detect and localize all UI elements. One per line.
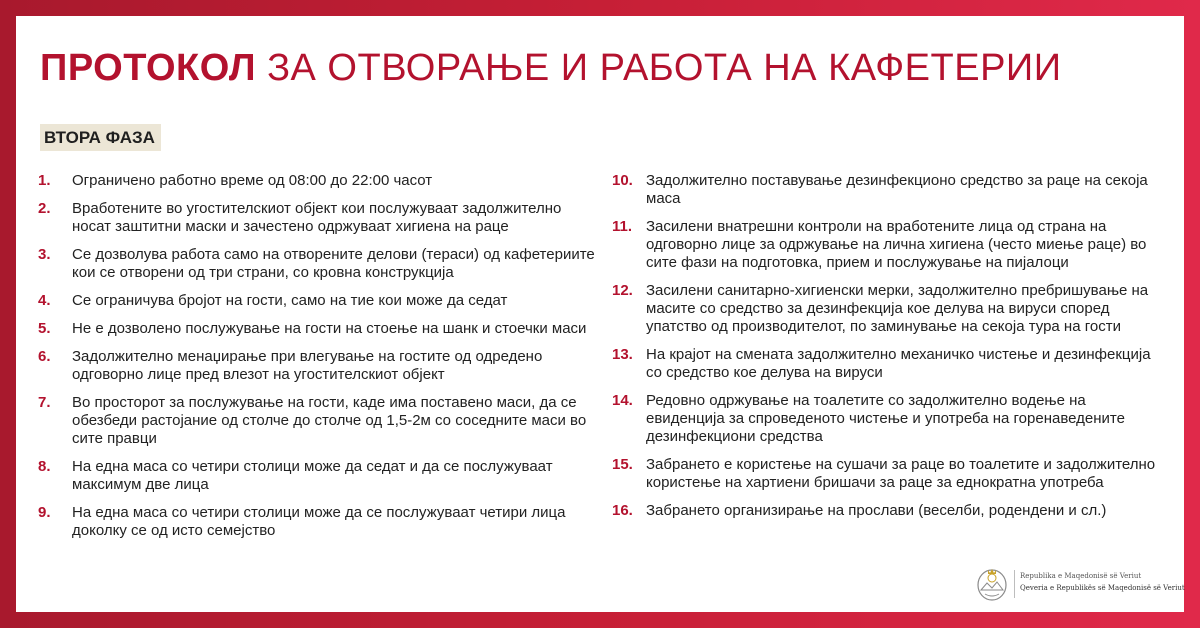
content-card xyxy=(16,16,1184,612)
title-regular: ЗА ОТВОРАЊЕ И РАБОТА НА КАФЕТЕРИИ xyxy=(267,47,1062,89)
logo-text-line2: Qeveria e Republikës së Maqedonisë së Veriut xyxy=(1020,584,1185,592)
item-number: 2. xyxy=(38,200,51,217)
list-item xyxy=(612,282,1168,336)
list-item xyxy=(38,320,598,338)
logo-divider xyxy=(1014,570,1015,598)
item-number: 5. xyxy=(38,320,51,337)
list-item xyxy=(38,458,598,494)
protocol-list-left xyxy=(38,172,598,550)
item-number: 9. xyxy=(38,504,51,521)
item-text: Ограничено работно време од 08:00 до 22:00 часот xyxy=(72,172,433,189)
logo-text-line1: Republika e Maqedonisë së Veriut xyxy=(1020,572,1142,580)
list-item xyxy=(612,346,1168,382)
list-item xyxy=(612,392,1168,446)
protocol-list-right xyxy=(612,172,1168,530)
item-text: Забрането организирање на прослави (веселби, родендени и сл.) xyxy=(646,502,1107,519)
coat-of-arms-icon xyxy=(976,566,1008,602)
item-text: Засилени внатрешни контроли на вработените лица од страна на одговорно лице за одржување на лична хигиена (често миење раце) во сите фази на подготовка, прием и послужување на пијалоци xyxy=(646,218,1147,271)
list-item xyxy=(38,200,598,236)
list-item xyxy=(38,348,598,384)
item-text: На една маса со четири столици може да седат и да се послужуваат максимум две лица xyxy=(72,458,553,493)
item-number: 7. xyxy=(38,394,51,411)
item-number: 10. xyxy=(612,172,633,189)
item-number: 14. xyxy=(612,392,633,409)
government-logo xyxy=(976,566,1185,602)
item-text: Се ограничува бројот на гости, само на тие кои може да седат xyxy=(72,292,508,309)
item-number: 4. xyxy=(38,292,51,309)
item-text: На крајот на смената задолжително механичко чистење и дезинфекција со средство кое делува на вируси xyxy=(646,346,1151,381)
list-item xyxy=(38,172,598,190)
list-item xyxy=(38,394,598,448)
item-text: Во просторот за послужување на гости, каде има поставено маси, да се обезбеди растојание од столче до столче од 1,5-2м со соседните маси во сите правци xyxy=(72,394,587,447)
item-number: 8. xyxy=(38,458,51,475)
list-item xyxy=(612,502,1168,520)
item-number: 16. xyxy=(612,502,633,519)
list-item xyxy=(38,504,598,540)
phase-label: ВТОРА ФАЗА xyxy=(40,124,161,151)
item-number: 11. xyxy=(612,218,633,235)
list-item xyxy=(38,246,598,282)
item-text: На една маса со четири столици може да се послужуваат четири лица доколку се од исто семејство xyxy=(72,504,566,539)
item-number: 13. xyxy=(612,346,633,363)
item-number: 15. xyxy=(612,456,633,473)
item-text: Вработените во угостителскиот објект кои послужуваат задолжително носат заштитни маски и зачестено одржуваат хигиена на раце xyxy=(72,200,562,235)
item-number: 3. xyxy=(38,246,51,263)
item-number: 12. xyxy=(612,282,633,299)
title-bold: ПРОТОКОЛ xyxy=(40,47,257,89)
item-text: Задолжително поставување дезинфекционо средство за раце на секоја маса xyxy=(646,172,1148,207)
list-item xyxy=(38,292,598,310)
item-text: Засилени санитарно-хигиенски мерки, задолжително пребришување на масите со средство за дезинфекција кое делува на вируси според упатство од производителот, по заминување на секоја тура на гости xyxy=(646,282,1149,335)
list-item xyxy=(612,172,1168,208)
list-item xyxy=(612,218,1168,272)
item-text: Се дозволува работа само на отворените делови (тераси) од кафетериите кои се отворени од три страни, со кровна конструкција xyxy=(72,246,595,281)
item-text: Редовно одржување на тоалетите со задолжително водење на евиденција за спроведеното чистење и употреба на горенаведените дезинфекциони средства xyxy=(646,392,1125,445)
list-item xyxy=(612,456,1168,492)
page-title xyxy=(40,46,1062,90)
item-text: Задолжително менаџирање при влегување на гостите од одредено одговорно лице пред влезот на угостителскиот објект xyxy=(72,348,543,383)
item-text: Не е дозволено послужување на гости на стоење на шанк и стоечки маси xyxy=(72,320,587,337)
item-number: 1. xyxy=(38,172,51,189)
item-text: Забрането е користење на сушачи за раце во тоалетите и задолжително користење на хартиени бришачи за раце за еднократна употреба xyxy=(646,456,1156,491)
item-number: 6. xyxy=(38,348,51,365)
